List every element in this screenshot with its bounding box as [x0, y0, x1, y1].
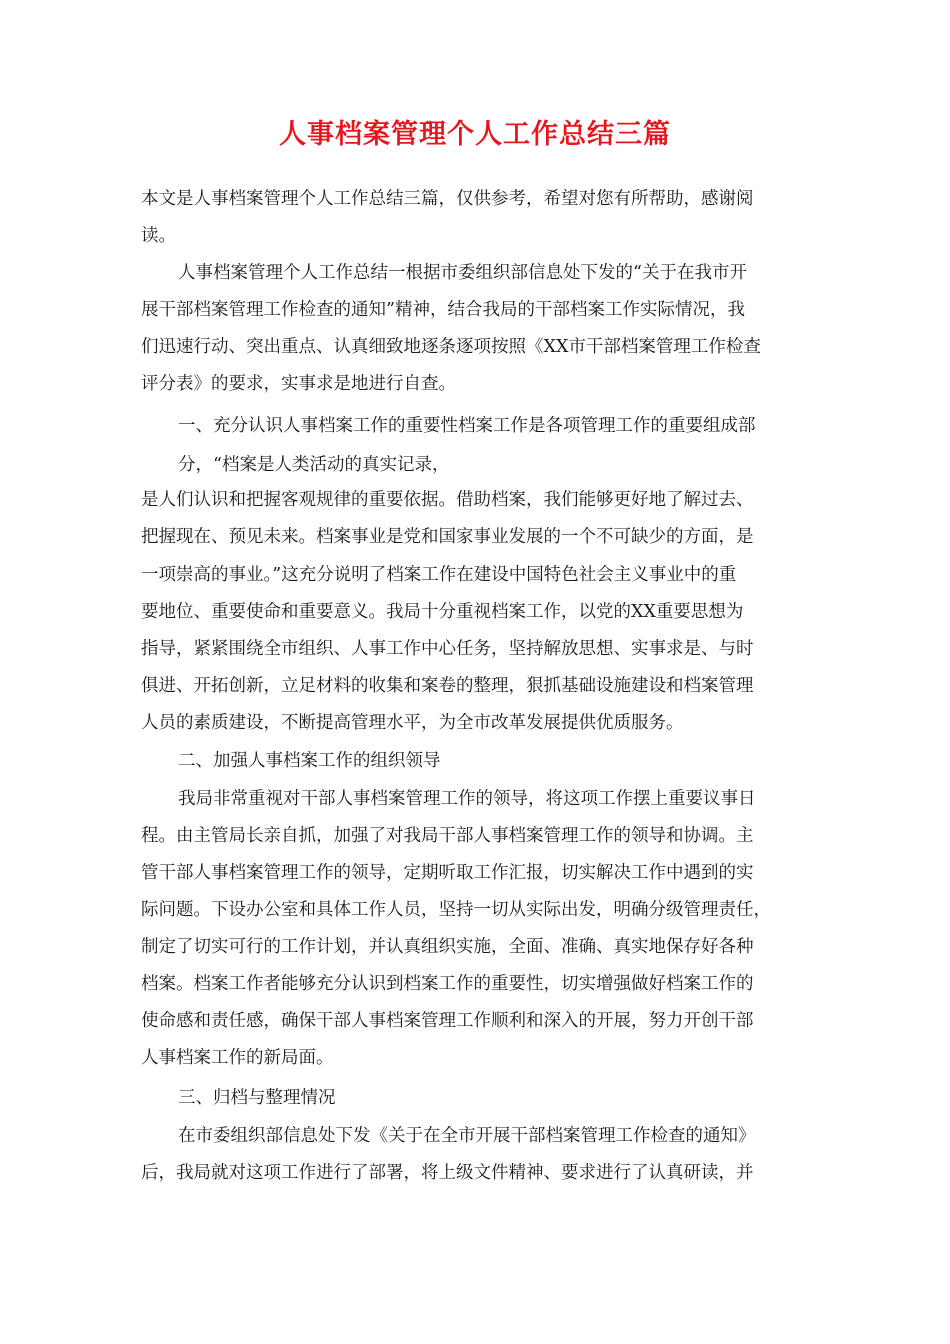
- paragraph-line: 后，我局就对这项工作进行了部署，将上级文件精神、要求进行了认真研读，并: [141, 1163, 754, 1183]
- section-heading-1: 一、充分认识人事档案工作的重要性档案工作是各项管理工作的重要组成部: [178, 416, 756, 436]
- paragraph-line: 人事档案工作的新局面。: [141, 1048, 334, 1068]
- paragraph-line: 在市委组织部信息处下发《关于在全市开展干部档案管理工作检查的通知》: [178, 1126, 756, 1146]
- paragraph-line: 程。由主管局长亲自抓，加强了对我局干部人事档案管理工作的领导和协调。主: [141, 826, 754, 846]
- paragraph-line: 管干部人事档案管理工作的领导，定期听取工作汇报，切实解决工作中遇到的实: [141, 863, 754, 883]
- paragraph-line: 人员的素质建设，不断提高管理水平，为全市改革发展提供优质服务。: [141, 713, 684, 733]
- document-title: 人事档案管理个人工作总结三篇: [279, 119, 671, 150]
- paragraph-line: 制定了切实可行的工作计划，并认真组织实施，全面、准确、真实地保存好各种: [141, 937, 754, 957]
- paragraph-line: 使命感和责任感，确保干部人事档案管理工作顺利和深入的开展，努力开创干部: [141, 1011, 754, 1031]
- paragraph-line: 评分表》的要求，实事求是地进行自查。: [141, 374, 456, 394]
- paragraph-line: 际问题。下设办公室和具体工作人员，坚持一切从实际出发，明确分级管理责任，: [141, 900, 771, 920]
- paragraph-line: 要地位、重要使命和重要意义。我局十分重视档案工作，以党的XX重要思想为: [141, 602, 744, 622]
- paragraph-line: 展干部档案管理工作检查的通知”精神，结合我局的干部档案工作实际情况，我: [141, 300, 745, 320]
- paragraph-line: 一项崇高的事业。”这充分说明了档案工作在建设中国特色社会主义事业中的重: [141, 565, 737, 585]
- paragraph-line: 指导，紧紧围绕全市组织、人事工作中心任务，坚持解放思想、实事求是、与时: [141, 639, 754, 659]
- intro-line: 本文是人事档案管理个人工作总结三篇，仅供参考，希望对您有所帮助，感谢阅: [141, 189, 754, 209]
- paragraph-line: 档案。档案工作者能够充分认识到档案工作的重要性，切实增强做好档案工作的: [141, 974, 754, 994]
- section-heading-2: 二、加强人事档案工作的组织领导: [178, 751, 441, 771]
- section-heading-3: 三、归档与整理情况: [178, 1088, 336, 1108]
- paragraph-line: 分，“档案是人类活动的真实记录，: [178, 455, 450, 475]
- intro-line: 读。: [141, 226, 176, 246]
- paragraph-line: 是人们认识和把握客观规律的重要依据。借助档案，我们能够更好地了解过去、: [141, 490, 754, 510]
- paragraph-line: 我局非常重视对干部人事档案管理工作的领导，将这项工作摆上重要议事日: [178, 789, 756, 809]
- paragraph-line: 人事档案管理个人工作总结一根据市委组织部信息处下发的“关于在我市开: [178, 263, 747, 283]
- paragraph-line: 们迅速行动、突出重点、认真细致地逐条逐项按照《XX市干部档案管理工作检查: [141, 337, 761, 357]
- paragraph-line: 把握现在、预见未来。档案事业是党和国家事业发展的一个不可缺少的方面，是: [141, 527, 754, 547]
- paragraph-line: 俱进、开拓创新，立足材料的收集和案卷的整理，狠抓基础设施建设和档案管理: [141, 676, 754, 696]
